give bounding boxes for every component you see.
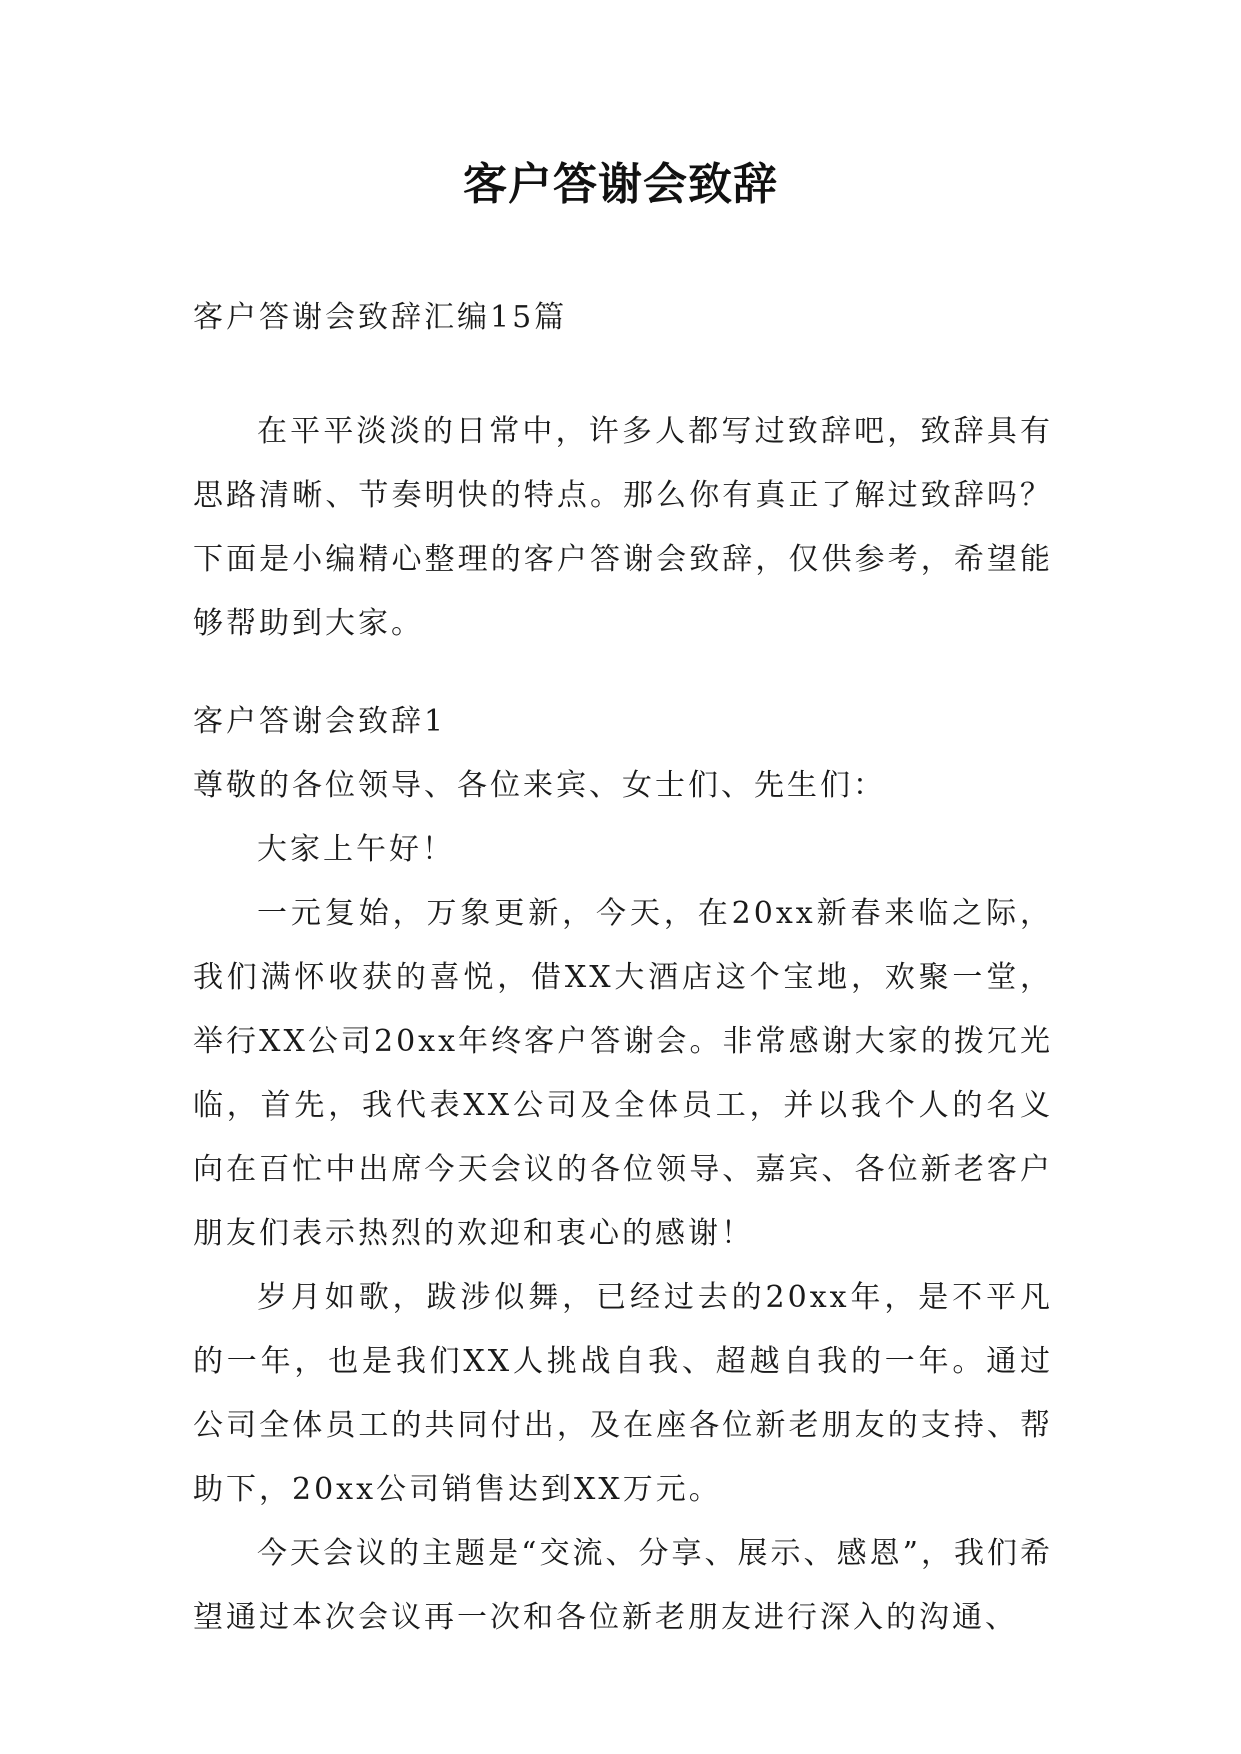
document-title: 客户答谢会致辞	[463, 159, 778, 210]
document-subtitle: 客户答谢会致辞汇编15篇	[193, 300, 568, 335]
speech-paragraph: 大家上午好！	[257, 832, 455, 867]
salutation: 尊敬的各位领导、各位来宾、女士们、先生们：	[193, 768, 886, 803]
speech-paragraph: 一元复始，万象更新，今天，在20xx新春来临之际，我们满怀收获的喜悦，借XX大酒店这个宝地，欢聚一堂，举行XX公司20xx年终客户答谢会。非常感谢大家的拨冗光临，首先，我代表XX公司及全体员工，并以我个人的名义向在百忙中出席今天会议的各位领导、嘉宾、各位新老客户朋友们表示热烈的欢迎和衷心的感谢！	[193, 896, 1053, 1251]
speech-paragraph: 今天会议的主题是“交流、分享、展示、感恩”，我们希望通过本次会议再一次和各位新老朋友进行深入的沟通、	[193, 1536, 1053, 1635]
intro-section	[193, 400, 1053, 656]
speech-paragraph: 岁月如歌，跋涉似舞，已经过去的20xx年，是不平凡的一年，也是我们XX人挑战自我、超越自我的一年。通过公司全体员工的共同付出，及在座各位新老朋友的支持、帮助下，20xx公司销售达到XX万元。	[193, 1280, 1053, 1507]
section-heading: 客户答谢会致辞1	[193, 704, 447, 739]
intro-paragraph: 在平平淡淡的日常中，许多人都写过致辞吧，致辞具有思路清晰、节奏明快的特点。那么你有真正了解过致辞吗？下面是小编精心整理的客户答谢会致辞，仅供参考，希望能够帮助到大家。	[193, 414, 1053, 641]
speech-section	[193, 690, 1053, 1650]
